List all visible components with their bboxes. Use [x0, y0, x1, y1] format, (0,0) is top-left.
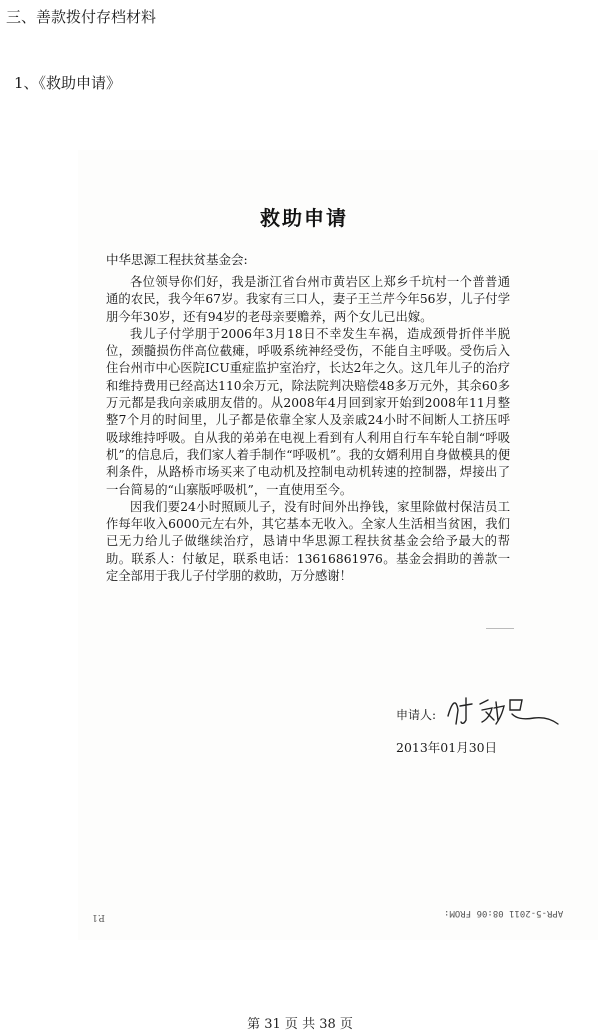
handwritten-signature [442, 690, 562, 734]
letter-body [106, 274, 510, 585]
section-title: 三、善款拨付存档材料 [6, 8, 157, 26]
scan-artifact-line [486, 628, 514, 629]
signature-label: 申请人: [396, 708, 437, 722]
letter-recipient: 中华思源工程扶贫基金会: [106, 252, 248, 267]
letter-paragraph: 各位领导你们好，我是浙江省台州市黄岩区上郑乡千坑村一个普普通通的农民，我今年67岁。我家有三口人，妻子王兰芹今年56岁，儿子付学朋今年30岁，还有94岁的老母亲要赡养，两个女儿已出嫁。 [106, 275, 510, 324]
fax-header: APR-5-2011 08:06 FROM: [444, 908, 564, 918]
signature-image [442, 690, 562, 730]
item-title: 1、《救助申请》 [14, 74, 122, 92]
scanned-letter [78, 150, 598, 940]
page-number: 第 31 页 共 38 页 [247, 1017, 353, 1032]
letter-title: 救助申请 [260, 206, 348, 230]
letter-paragraph: 我儿子付学朋于2006年3月18日不幸发生车祸，造成颈骨折伴半脱位，颈髓损伤伴高位截瘫，呼吸系统神经受伤，不能自主呼吸。受伤后入住台州市中心医院ICU重症监护室治疗，长达2年之久。这几年儿子的治疗和维持费用已经高达110余万元，除法院判决赔偿48多万元外，其余60多万元都是我向亲戚朋友借的。从2008年4月回到家开始到2008年11月整整7个月的时间里，儿子都是依靠全家人及亲戚24小时不间断人工挤压呼吸球维持呼吸。自从我的弟弟在电视上看到有人利用自行车车轮自制“呼吸机”的信息后，我们家人着手制作“呼吸机”。我的女婿利用自身做模具的便利条件，从路桥市场买来了电动机及控制电动机转速的控制器，焊接出了一台简易的“山寨版呼吸机”，一直使用至今。 [106, 326, 510, 497]
letter-paragraph: 因我们要24小时照顾儿子，没有时间外出挣钱，家里除做村保洁员工作每年收入6000元左右外，其它基本无收入。全家人生活相当贫困，我们已无力给儿子做继续治疗，恳请中华思源工程扶贫基金会给予最大的帮助。联系人：付敏足，联系电话：13616861976。基金会捐助的善款一定全部用于我儿子付学朋的救助，万分感谢！ [106, 499, 510, 584]
sign-date: 2013年01月30日 [396, 740, 498, 755]
fax-page-mark: P.1 [92, 912, 105, 922]
